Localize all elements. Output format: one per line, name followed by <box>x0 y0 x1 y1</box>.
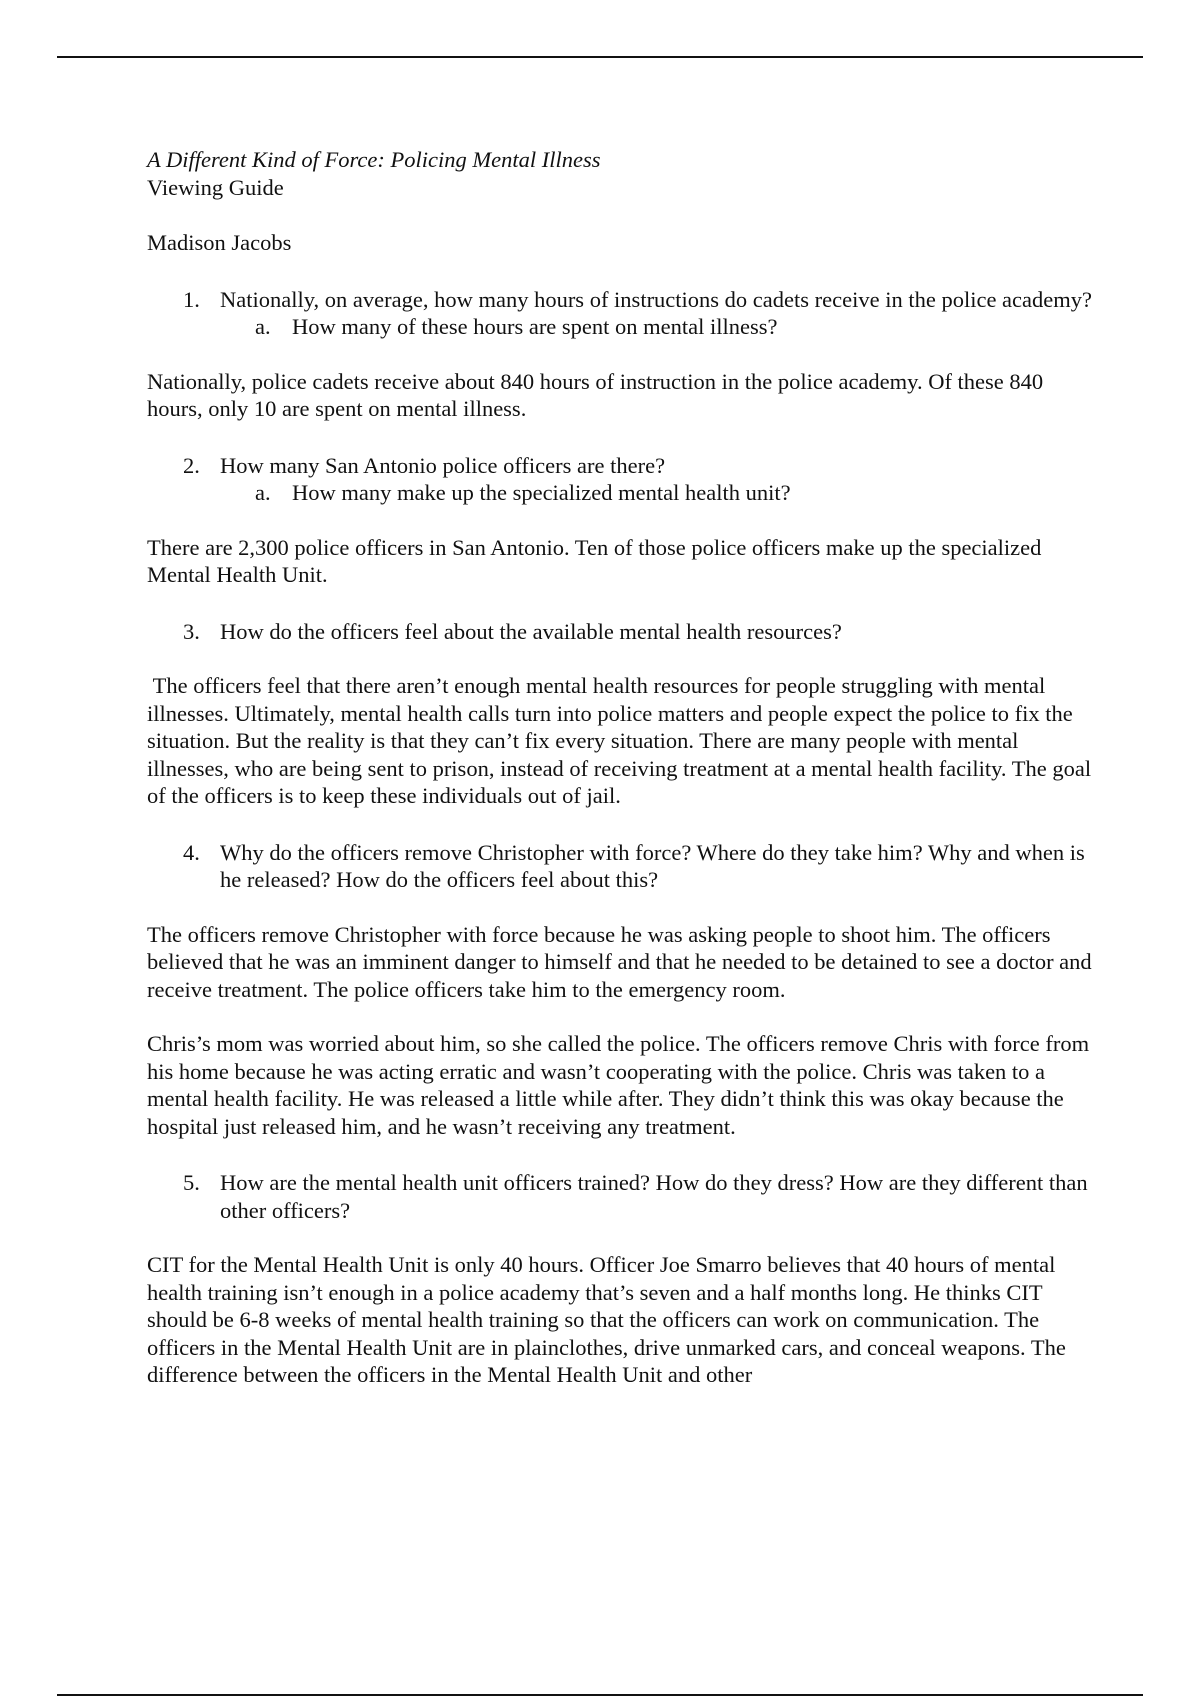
document-body <box>147 146 1097 1389</box>
question-4 <box>183 839 1097 894</box>
answer-paragraph: CIT for the Mental Health Unit is only 40 hours. Officer Joe Smarro believes that 40 hours of mental health training isn’t enough in a police academy that’s seven and a half months long. He thinks CIT should be 6-8 weeks of mental health training so that the officers can work on communication. The officers in the Mental Health Unit are in plainclothes, drive unmarked cars, and conceal weapons. The difference between the officers in the Mental Health Unit and other <box>147 1252 1066 1387</box>
question-5 <box>183 1169 1097 1224</box>
answer-paragraph: The officers feel that there aren’t enough mental health resources for people struggling with mental illnesses. Ultimately, mental health calls turn into police matters and people expect the police to fix the situation. But the reality is that they can’t fix every situation. There are many people with mental illnesses, who are being sent to prison, instead of receiving treatment at a mental health facility. The goal of the officers is to keep these individuals out of jail. <box>147 673 1097 808</box>
question-number: 2. <box>183 452 200 478</box>
answer-paragraph: There are 2,300 police officers in San Antonio. Ten of those police officers make up the specialized Mental Health Unit. <box>147 534 1042 587</box>
document-title: A Different Kind of Force: Policing Mental Illness <box>147 147 601 172</box>
bottom-rule <box>57 1694 1143 1696</box>
question-1 <box>183 286 1097 314</box>
question-3 <box>183 618 1097 646</box>
author-name: Madison Jacobs <box>147 230 292 255</box>
question-number: 1. <box>183 286 200 312</box>
question-number: 5. <box>183 1170 200 1195</box>
document-subtitle: Viewing Guide <box>147 174 284 200</box>
answer-paragraph: Nationally, police cadets receive about 840 hours of instruction in the police academy. Of these 840 hours, only 10 are spent on mental illness. <box>147 368 1044 421</box>
sub-question-2a <box>255 479 1097 507</box>
sub-question-text: How many of these hours are spent on mental illness? <box>292 314 778 339</box>
question-text: How many San Antonio police officers are there? <box>220 452 666 478</box>
question-text: How do the officers feel about the available mental health resources? <box>220 618 842 644</box>
sub-question-text: How many make up the specialized mental health unit? <box>292 480 791 505</box>
answer-paragraph: Chris’s mom was worried about him, so she called the police. The officers remove Chris with force from his home because he was acting erratic and wasn’t cooperating with the police. Chris was taken to a mental health facility. He was released a little while after. They didn’t think this was okay because the hospital just released him, and he wasn’t receiving any treatment. <box>147 1031 1090 1139</box>
sub-question-1a <box>255 313 1097 341</box>
question-text: Why do the officers remove Christopher with force? Where do they take him? Why and when is he released? How do the officers feel about this? <box>220 839 1085 892</box>
sub-question-letter: a. <box>255 480 271 505</box>
question-text: Nationally, on average, how many hours of instructions do cadets receive in the police academy? <box>220 286 1092 312</box>
sub-question-letter: a. <box>255 314 271 339</box>
question-2 <box>183 452 1097 480</box>
question-text: How are the mental health unit officers trained? How do they dress? How are they different than other officers? <box>220 1170 1088 1223</box>
top-rule <box>57 56 1143 58</box>
question-number: 3. <box>183 618 200 644</box>
question-number: 4. <box>183 839 200 865</box>
answer-paragraph: The officers remove Christopher with force because he was asking people to shoot him. The officers believed that he was an imminent danger to himself and that he needed to be detained to see a doctor and receive treatment. The police officers take him to the emergency room. <box>147 921 1092 1002</box>
